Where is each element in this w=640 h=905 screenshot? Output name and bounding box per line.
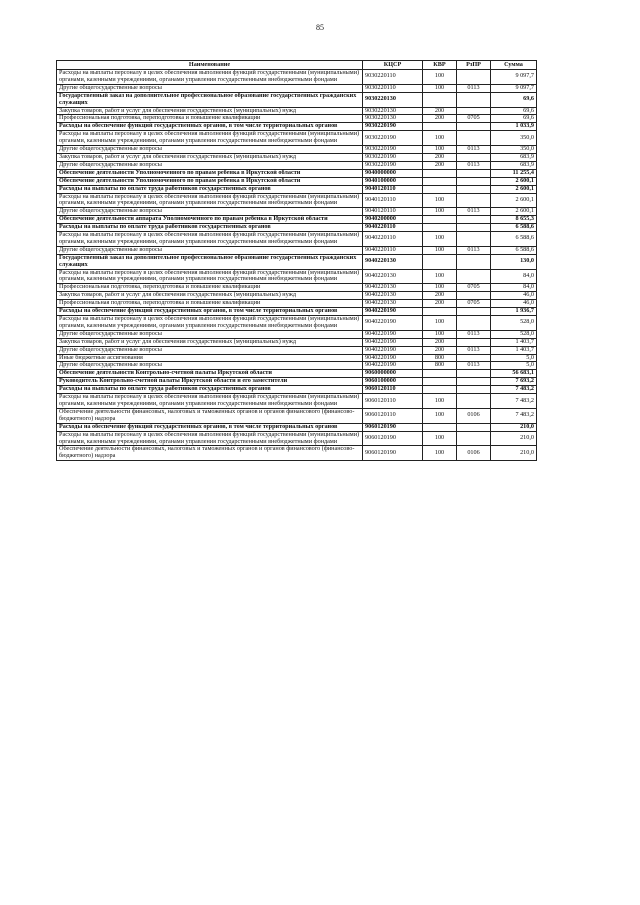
row-kcsr-cell: 9040220130 [363,292,423,300]
row-rzpr-cell [457,123,491,131]
row-kvr-cell [423,224,457,232]
row-kcsr-cell: 9030220190 [363,123,423,131]
row-name-cell: Расходы на выплаты персоналу в целях обеспечения выполнения функций государственными (муниципальными) органами, казенными учреждениями, органами управления государственными внебюджетными фондами [57,193,363,208]
row-rzpr-cell [457,177,491,185]
row-rzpr-cell: 0113 [457,84,491,92]
row-kcsr-cell: 9040220110 [363,224,423,232]
row-rzpr-cell [457,224,491,232]
row-kvr-cell [423,423,457,431]
row-sum-cell: 1 033,9 [491,123,537,131]
table-row [57,185,537,193]
row-name-cell: Другие общегосударственные вопросы [57,208,363,216]
row-kvr-cell [423,386,457,394]
row-name-cell: Расходы на выплаты по оплате труда работников государственных органов [57,224,363,232]
row-kvr-cell: 100 [423,431,457,446]
table-row [57,431,537,446]
row-rzpr-cell: 0113 [457,330,491,338]
row-name-cell: Расходы на выплаты персоналу в целях обеспечения выполнения функций государственными (муниципальными) органами, казенными учреждениями, органами управления государственными внебюджетными фондами [57,232,363,247]
table-row [57,423,537,431]
row-name-cell: Обеспечение деятельности Контрольно-счетной палаты Иркутской области [57,370,363,378]
row-sum-cell: 350,0 [491,131,537,146]
row-sum-cell: 7 483,2 [491,394,537,409]
table-row [57,193,537,208]
row-rzpr-cell [457,378,491,386]
row-sum-cell: 56 683,1 [491,370,537,378]
row-kvr-cell [423,123,457,131]
row-rzpr-cell [457,254,491,269]
budget-table-wrap [56,60,536,461]
row-sum-cell: 350,0 [491,146,537,154]
table-row [57,169,537,177]
row-kcsr-cell: 9060000000 [363,370,423,378]
row-kvr-cell: 200 [423,292,457,300]
row-sum-cell: 210,0 [491,431,537,446]
row-kcsr-cell: 9060120190 [363,423,423,431]
row-sum-cell: 528,0 [491,316,537,331]
row-kcsr-cell: 9040000000 [363,169,423,177]
row-name-cell: Обеспечение деятельности финансовых, налоговых и таможенных органов и органов финансового (финансово-бюджетного) надзора [57,408,363,423]
row-kvr-cell: 100 [423,246,457,254]
row-sum-cell: 8 655,3 [491,216,537,224]
table-row [57,254,537,269]
row-kvr-cell: 100 [423,446,457,461]
row-kcsr-cell: 9040220190 [363,316,423,331]
row-kcsr-cell: 9060120110 [363,386,423,394]
row-name-cell: Расходы на выплаты персоналу в целях обеспечения выполнения функций государственными (муниципальными) органами, казенными учреждениями, органами управления государственными внебюджетными фондами [57,269,363,284]
row-kcsr-cell: 9040220190 [363,354,423,362]
row-kvr-cell: 100 [423,269,457,284]
table-row [57,177,537,185]
row-name-cell: Профессиональная подготовка, переподготовка и повышение квалификации [57,300,363,308]
row-name-cell: Обеспечение деятельности Уполномоченного по правам ребенка в Иркутской области [57,177,363,185]
row-name-cell: Обеспечение деятельности Уполномоченного по правам ребенка в Иркутской области [57,169,363,177]
row-name-cell: Другие общегосударственные вопросы [57,362,363,370]
row-rzpr-cell [457,185,491,193]
row-kvr-cell [423,216,457,224]
table-row [57,346,537,354]
row-rzpr-cell [457,338,491,346]
budget-table [56,60,537,461]
row-kcsr-cell: 9030220190 [363,131,423,146]
row-rzpr-cell: 0113 [457,208,491,216]
row-sum-cell: 2 600,1 [491,177,537,185]
table-row [57,394,537,409]
row-sum-cell: 84,0 [491,284,537,292]
row-kvr-cell: 200 [423,153,457,161]
row-sum-cell: 683,9 [491,153,537,161]
row-kvr-cell: 200 [423,161,457,169]
row-rzpr-cell: 0113 [457,246,491,254]
row-kcsr-cell: 9040220190 [363,330,423,338]
row-kcsr-cell: 9040220130 [363,269,423,284]
row-sum-cell: 6 588,6 [491,232,537,247]
table-body [57,70,537,461]
row-kcsr-cell: 9060120190 [363,431,423,446]
row-kcsr-cell: 9030220130 [363,92,423,107]
row-kcsr-cell: 9060100000 [363,378,423,386]
row-kvr-cell: 100 [423,316,457,331]
row-sum-cell: 2 600,1 [491,208,537,216]
row-name-cell: Другие общегосударственные вопросы [57,84,363,92]
table-row [57,269,537,284]
table-row [57,338,537,346]
row-sum-cell: 9 097,7 [491,70,537,85]
row-sum-cell: 46,0 [491,292,537,300]
row-sum-cell: 84,0 [491,269,537,284]
header-rzpr: РзПР [457,61,491,70]
row-kvr-cell [423,308,457,316]
row-sum-cell: 46,0 [491,300,537,308]
row-kvr-cell: 800 [423,354,457,362]
table-row [57,408,537,423]
row-rzpr-cell [457,193,491,208]
row-kcsr-cell: 9040220190 [363,308,423,316]
row-sum-cell: 1 403,7 [491,338,537,346]
row-kvr-cell: 100 [423,131,457,146]
row-name-cell: Расходы на выплаты персоналу в целях обеспечения выполнения функций государственными (муниципальными) органами, казенными учреждениями, органами управления государственными внебюджетными фондами [57,131,363,146]
row-rzpr-cell [457,232,491,247]
row-kcsr-cell: 9030220190 [363,153,423,161]
row-rzpr-cell: 0106 [457,446,491,461]
row-name-cell: Закупка товаров, работ и услуг для обеспечения государственных (муниципальных) нужд [57,153,363,161]
row-kvr-cell: 100 [423,408,457,423]
row-rzpr-cell [457,308,491,316]
row-sum-cell: 210,0 [491,423,537,431]
row-sum-cell: 2 600,1 [491,185,537,193]
row-rzpr-cell [457,431,491,446]
row-rzpr-cell [457,70,491,85]
row-kcsr-cell: 9040220110 [363,246,423,254]
row-name-cell: Руководитель Контрольно-счетной палаты Иркутской области и его заместители [57,378,363,386]
row-sum-cell: 2 600,1 [491,193,537,208]
row-sum-cell: 210,0 [491,446,537,461]
row-kcsr-cell: 9040220130 [363,254,423,269]
row-name-cell: Расходы на выплаты персоналу в целях обеспечения выполнения функций государственными (муниципальными) органами, казенными учреждениями, органами управления государственными внебюджетными фондами [57,431,363,446]
row-kvr-cell: 100 [423,284,457,292]
row-sum-cell: 683,9 [491,161,537,169]
row-kvr-cell: 200 [423,300,457,308]
row-kvr-cell: 100 [423,394,457,409]
row-sum-cell: 1 936,7 [491,308,537,316]
table-row [57,92,537,107]
row-sum-cell: 7 483,2 [491,386,537,394]
row-sum-cell: 5,0 [491,362,537,370]
row-kcsr-cell: 9040120110 [363,193,423,208]
row-kvr-cell: 100 [423,70,457,85]
row-kcsr-cell: 9030220130 [363,107,423,115]
row-rzpr-cell [457,92,491,107]
row-kvr-cell: 100 [423,84,457,92]
row-sum-cell: 6 588,6 [491,224,537,232]
row-name-cell: Расходы на выплаты персоналу в целях обеспечения выполнения функций государственными (муниципальными) органами, казенными учреждениями, органами управления государственными внебюджетными фондами [57,316,363,331]
row-kvr-cell: 100 [423,330,457,338]
row-rzpr-cell: 0113 [457,146,491,154]
row-kvr-cell: 100 [423,193,457,208]
row-rzpr-cell: 0705 [457,115,491,123]
row-rzpr-cell: 0113 [457,362,491,370]
row-kvr-cell: 800 [423,362,457,370]
table-row [57,316,537,331]
row-kcsr-cell: 9040100000 [363,177,423,185]
row-kcsr-cell: 9040120110 [363,185,423,193]
row-kvr-cell: 100 [423,208,457,216]
row-rzpr-cell: 0113 [457,161,491,169]
row-name-cell: Иные бюджетные ассигнования [57,354,363,362]
row-name-cell: Закупка товаров, работ и услуг для обеспечения государственных (муниципальных) нужд [57,338,363,346]
row-kcsr-cell: 9030220190 [363,161,423,169]
header-name: Наименование [57,61,363,70]
row-sum-cell: 11 255,4 [491,169,537,177]
row-kcsr-cell: 9030220130 [363,115,423,123]
row-name-cell: Расходы на обеспечение функций государственных органов, в том числе территориальных органов [57,423,363,431]
row-kcsr-cell: 9040220110 [363,232,423,247]
row-name-cell: Закупка товаров, работ и услуг для обеспечения государственных (муниципальных) нужд [57,292,363,300]
row-kcsr-cell: 9040220190 [363,346,423,354]
header-sum: Сумма [491,61,537,70]
row-name-cell: Другие общегосударственные вопросы [57,161,363,169]
row-name-cell: Профессиональная подготовка, переподготовка и повышение квалификации [57,115,363,123]
row-kvr-cell: 100 [423,146,457,154]
row-kcsr-cell: 9030220190 [363,146,423,154]
row-sum-cell: 528,0 [491,330,537,338]
row-name-cell: Государственный заказ на дополнительное профессиональное образование государственных гражданских служащих [57,92,363,107]
row-name-cell: Другие общегосударственные вопросы [57,330,363,338]
row-kcsr-cell: 9040220130 [363,284,423,292]
row-kvr-cell: 200 [423,346,457,354]
row-kvr-cell: 100 [423,232,457,247]
row-kvr-cell [423,177,457,185]
row-sum-cell: 9 097,7 [491,84,537,92]
row-name-cell: Расходы на выплаты по оплате труда работников государственных органов [57,185,363,193]
row-name-cell: Расходы на обеспечение функций государственных органов, в том числе территориальных органов [57,308,363,316]
row-sum-cell: 130,0 [491,254,537,269]
row-sum-cell: 1 403,7 [491,346,537,354]
row-sum-cell: 7 483,2 [491,408,537,423]
row-rzpr-cell [457,423,491,431]
row-rzpr-cell [457,169,491,177]
row-rzpr-cell [457,269,491,284]
row-kcsr-cell: 9060120110 [363,408,423,423]
row-name-cell: Профессиональная подготовка, переподготовка и повышение квалификации [57,284,363,292]
row-kcsr-cell: 9040220190 [363,362,423,370]
row-kcsr-cell: 9040220130 [363,300,423,308]
table-row [57,232,537,247]
row-name-cell: Расходы на выплаты персоналу в целях обеспечения выполнения функций государственными (муниципальными) органами, казенными учреждениями, органами управления государственными внебюджетными фондами [57,394,363,409]
row-kvr-cell: 200 [423,338,457,346]
row-rzpr-cell [457,216,491,224]
row-name-cell: Обеспечение деятельности финансовых, налоговых и таможенных органов и органов финансового (финансово-бюджетного) надзора [57,446,363,461]
row-kcsr-cell: 9040220190 [363,338,423,346]
row-kcsr-cell: 9060120110 [363,394,423,409]
row-name-cell: Другие общегосударственные вопросы [57,146,363,154]
row-kvr-cell [423,169,457,177]
row-sum-cell: 7 693,2 [491,378,537,386]
row-sum-cell: 69,6 [491,107,537,115]
header-kcsr: КЦСР [363,61,423,70]
row-kcsr-cell: 9040200000 [363,216,423,224]
row-name-cell: Другие общегосударственные вопросы [57,246,363,254]
row-kvr-cell [423,370,457,378]
table-row [57,446,537,461]
row-kvr-cell: 200 [423,115,457,123]
row-kcsr-cell: 9030220110 [363,84,423,92]
row-name-cell: Обеспечение деятельности аппарата Уполномоченного по правам ребенка в Иркутской области [57,216,363,224]
row-name-cell: Расходы на обеспечение функций государственных органов, в том числе территориальных органов [57,123,363,131]
row-rzpr-cell: 0705 [457,300,491,308]
row-name-cell: Расходы на выплаты по оплате труда работников государственных органов [57,386,363,394]
row-name-cell: Государственный заказ на дополнительное профессиональное образование государственных гражданских служащих [57,254,363,269]
row-name-cell: Расходы на выплаты персоналу в целях обеспечения выполнения функций государственными (муниципальными) органами, казенными учреждениями, органами управления государственными внебюджетными фондами [57,70,363,85]
row-kvr-cell [423,92,457,107]
row-rzpr-cell [457,394,491,409]
row-sum-cell: 6 588,6 [491,246,537,254]
row-name-cell: Другие общегосударственные вопросы [57,346,363,354]
row-rzpr-cell [457,370,491,378]
row-rzpr-cell: 0106 [457,408,491,423]
row-name-cell: Закупка товаров, работ и услуг для обеспечения государственных (муниципальных) нужд [57,107,363,115]
header-kvr: КВР [423,61,457,70]
table-row [57,131,537,146]
row-kcsr-cell: 9040120110 [363,208,423,216]
row-rzpr-cell: 0705 [457,284,491,292]
row-kvr-cell [423,378,457,386]
row-kcsr-cell: 9060120190 [363,446,423,461]
row-kvr-cell: 200 [423,107,457,115]
row-rzpr-cell [457,386,491,394]
row-rzpr-cell: 0113 [457,346,491,354]
page-number: 85 [316,23,324,32]
row-rzpr-cell [457,316,491,331]
table-row [57,70,537,85]
row-sum-cell: 69,6 [491,92,537,107]
row-kcsr-cell: 9030220110 [363,70,423,85]
row-kvr-cell [423,185,457,193]
row-sum-cell: 5,0 [491,354,537,362]
row-sum-cell: 69,6 [491,115,537,123]
row-rzpr-cell [457,131,491,146]
row-kvr-cell [423,254,457,269]
